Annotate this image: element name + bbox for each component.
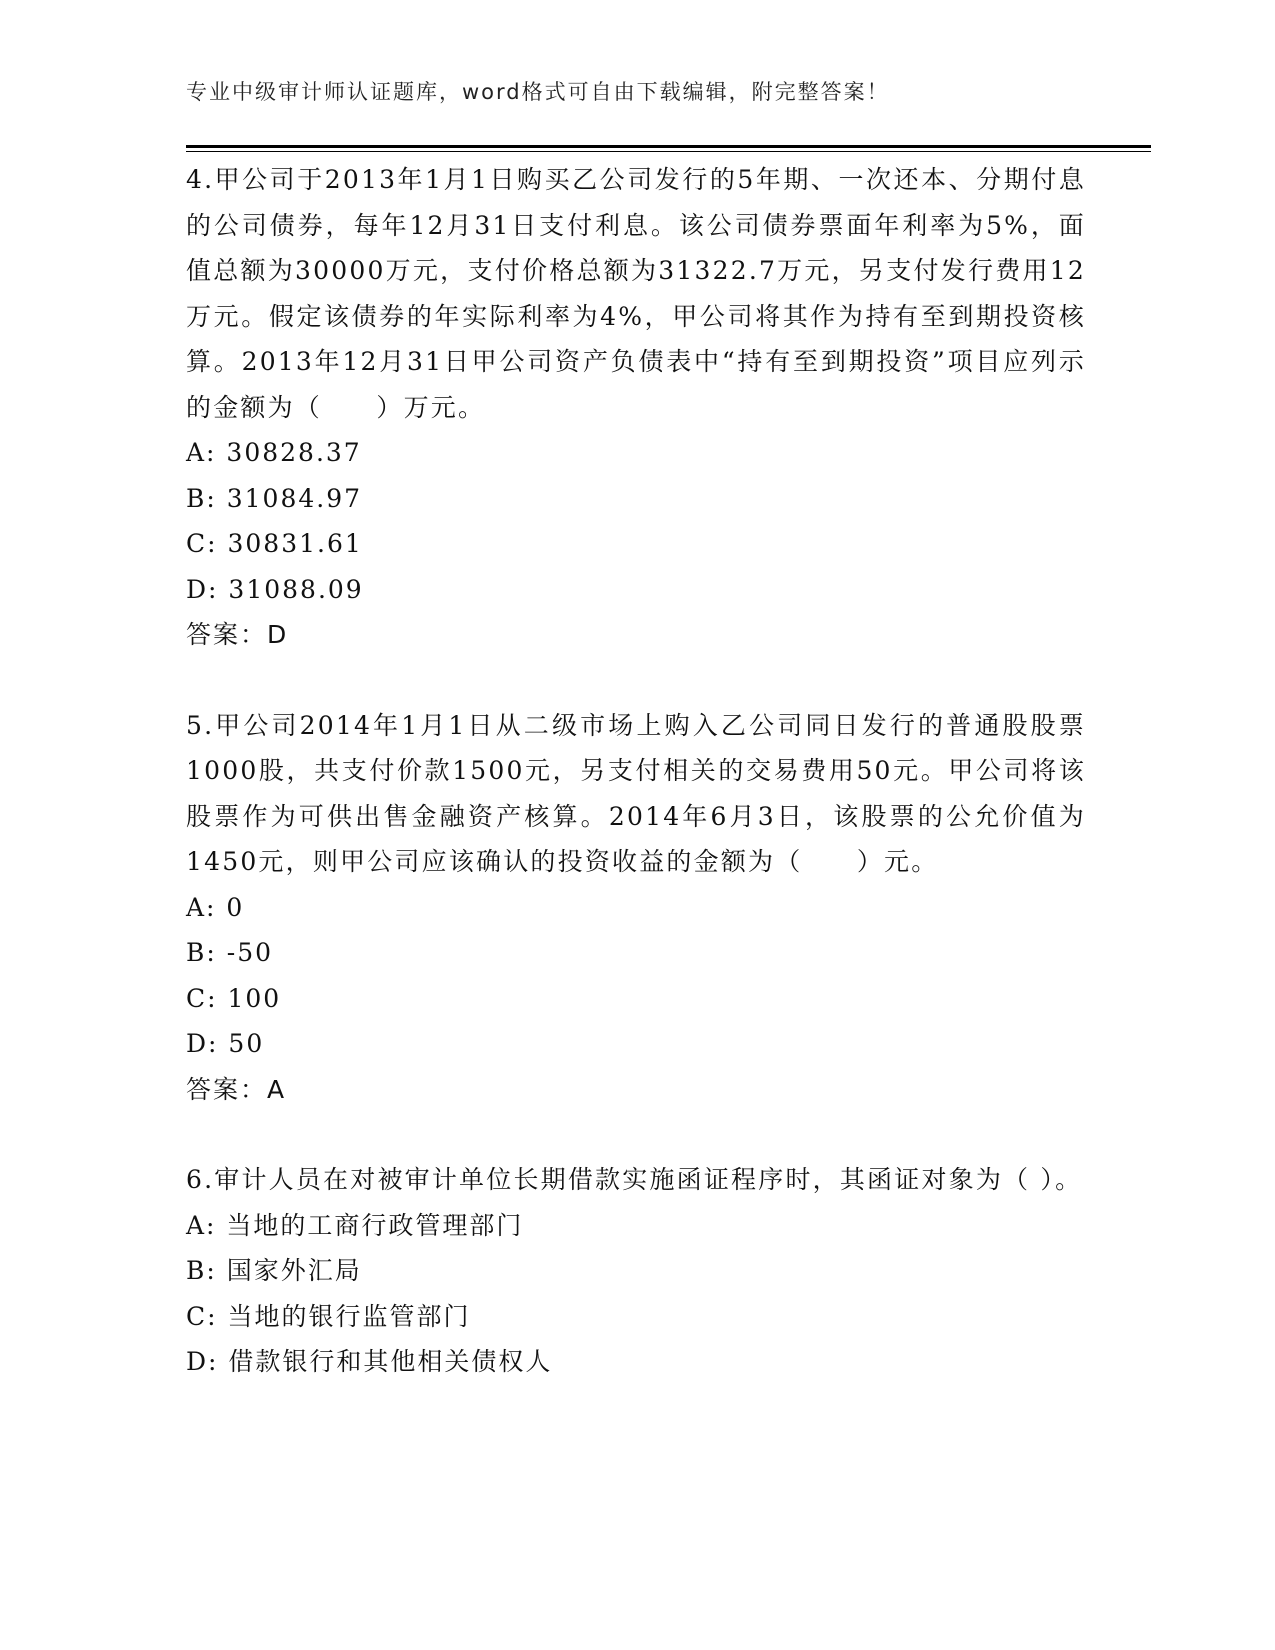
answer-label: 答案：A — [186, 1074, 287, 1104]
option-b: B: -50 — [186, 938, 273, 967]
option-b: B: 国家外汇局 — [186, 1256, 362, 1285]
option-c: C: 100 — [186, 983, 282, 1013]
header-rule-thin — [186, 151, 1151, 152]
option-a: A: 30828.37 — [186, 438, 362, 467]
question-list — [186, 157, 1086, 1385]
option-d: D: 50 — [186, 1029, 265, 1058]
question-stem: 6.审计人员在对被审计单位长期借款实施函证程序时，其函证对象为（ ）。 — [186, 1165, 1083, 1194]
page-header: 专业中级审计师认证题库，word格式可自由下载编辑，附完整答案！ — [186, 80, 890, 104]
option-d: D: 31088.09 — [186, 574, 364, 604]
question-stem: 4.甲公司于2013年1月1日购买乙公司发行的5年期、一次还本、分期付息的公司债券，每年12月31日支付利息。该公司债券票面年利率为5%，面值总额为30000万元，支付价格总额为31322.7万元，另支付发行费用12万元。假定该债券的年实际利率为4%，甲公司将其作为持有至到期投资核算。2013年12月31日甲公司资产负债表中“持有至到期投资”项目应列示的金额为（ ）万元。 — [186, 165, 1086, 422]
option-c: C: 30831.61 — [186, 529, 363, 558]
answer-label: 答案：D — [186, 620, 289, 649]
question-5 — [186, 703, 1086, 1113]
question-6 — [186, 1157, 1086, 1385]
option-d: D: 借款银行和其他相关债权人 — [186, 1347, 553, 1376]
header-rule-thick — [186, 145, 1151, 148]
question-stem: 5.甲公司2014年1月1日从二级市场上购入乙公司同日发行的普通股股票1000股，共支付价款1500元，另支付相关的交易费用50元。甲公司将该股票作为可供出售金融资产核算。2014年6月3日，该股票的公允价值为1450元，则甲公司应该确认的投资收益的金额为（ ）元。 — [186, 710, 1086, 876]
question-4 — [186, 157, 1086, 658]
option-a: A: 0 — [186, 892, 245, 922]
option-b: B: 31084.97 — [186, 483, 363, 513]
option-a: A: 当地的工商行政管理部门 — [186, 1210, 524, 1240]
question-spacer — [186, 1112, 1086, 1157]
question-spacer — [186, 658, 1086, 703]
option-c: C: 当地的银行监管部门 — [186, 1301, 471, 1331]
